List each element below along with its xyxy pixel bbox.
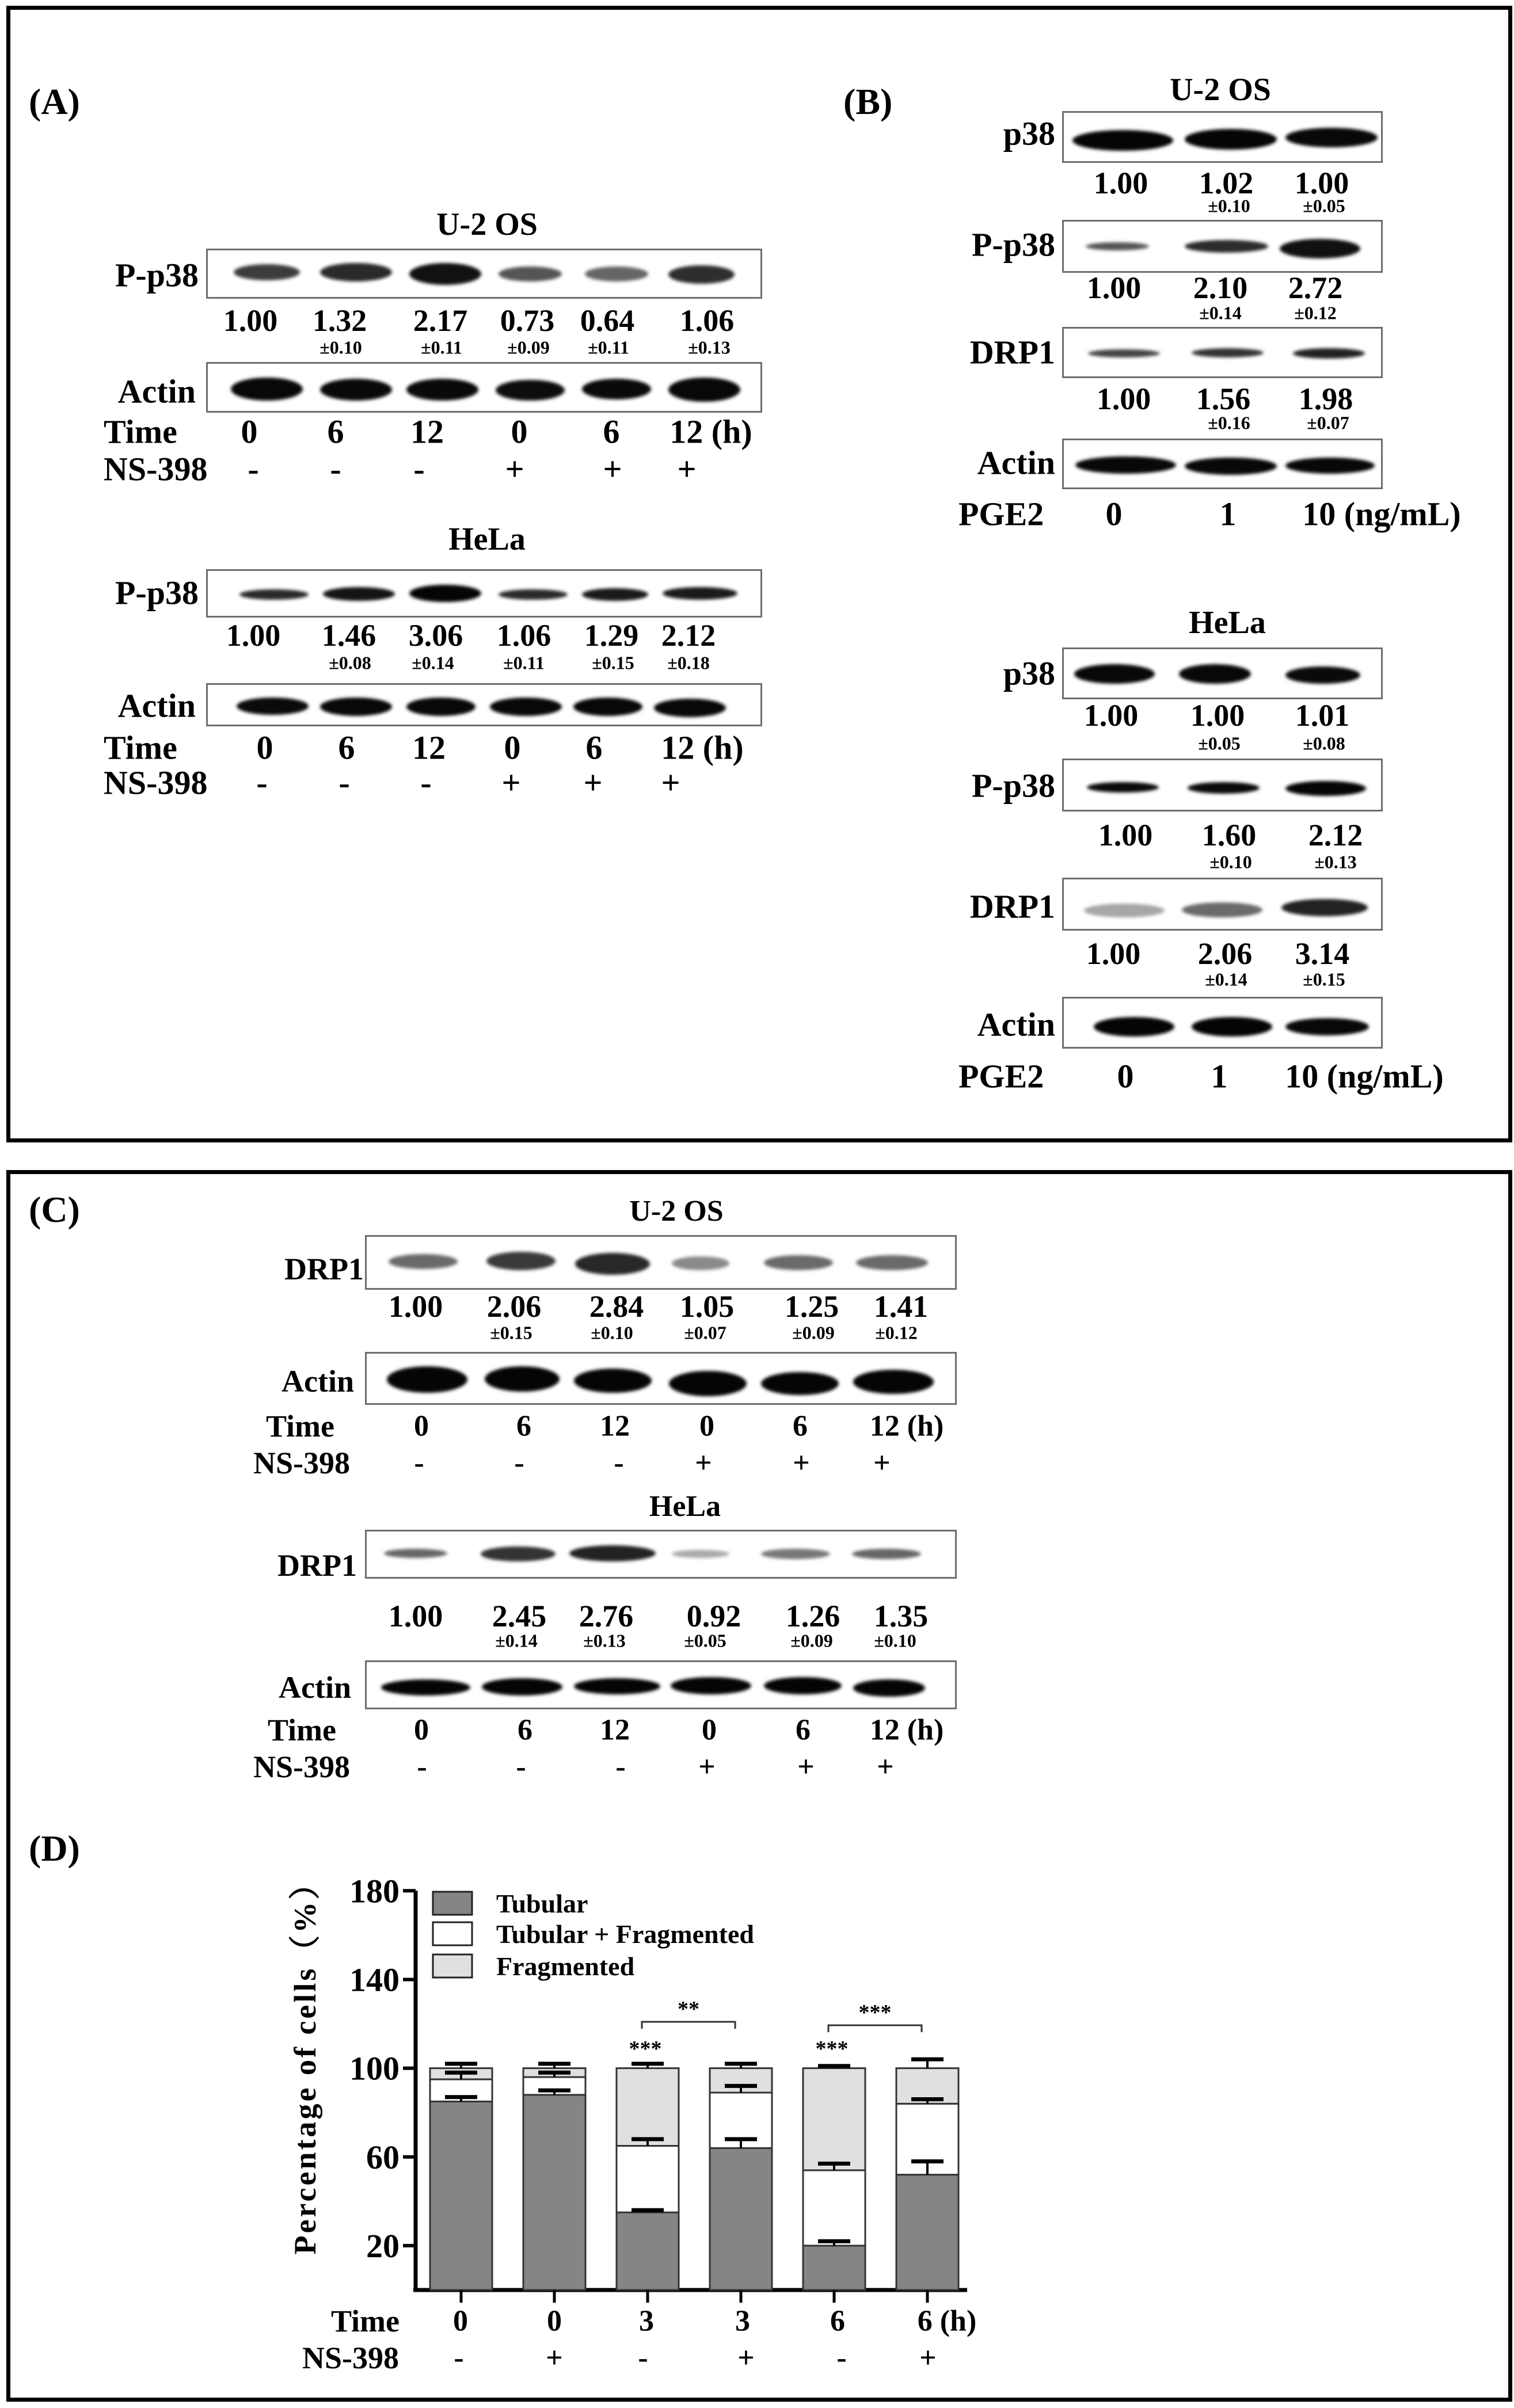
time-value: 0	[414, 1409, 429, 1443]
bar-segment	[710, 2148, 772, 2290]
sd-value: ±0.13	[583, 1630, 626, 1651]
value: 1.00	[388, 1599, 443, 1633]
panel-b-hela-drp1-label: DRP1	[969, 887, 1055, 925]
bar-segment	[803, 2068, 865, 2170]
ns398-value: +	[877, 1750, 894, 1784]
time-value: 3	[735, 2304, 750, 2338]
ns398-value: +	[793, 1446, 810, 1480]
value: 1.00	[1083, 698, 1139, 733]
pge2-row-label: PGE2	[958, 495, 1044, 533]
bar-segment	[523, 2095, 585, 2290]
time-value: 0	[241, 413, 258, 451]
time-value: 6	[793, 1409, 808, 1443]
dose-value: 10 (ng/mL)	[1302, 495, 1461, 533]
time-row-label: Time	[268, 1713, 336, 1747]
ns398-value: -	[420, 764, 432, 802]
sd-value: ±0.12	[875, 1322, 918, 1343]
dose-value: 10 (ng/mL)	[1285, 1057, 1444, 1095]
panel-b-u2os-drp1-label: DRP1	[969, 333, 1055, 371]
panel-a-u2os-target-label: P-p38	[115, 256, 199, 294]
value: 1.00	[1098, 818, 1153, 852]
panel-c-u2os-title: U-2 OS	[629, 1195, 724, 1228]
legend-label: Tubular + Fragmented	[496, 1919, 754, 1949]
dose-value: 0	[1105, 495, 1123, 533]
time-value: 0	[511, 413, 528, 451]
value: 1.98	[1298, 382, 1353, 416]
time-value: 0	[702, 1713, 717, 1747]
significance-marker: ***	[858, 2001, 892, 2025]
panel-a-label: (A)	[29, 81, 80, 122]
ns398-value: -	[413, 450, 425, 488]
ns398-value: -	[615, 1750, 626, 1784]
time-row-label: Time	[104, 729, 177, 767]
value: 2.06	[1197, 936, 1253, 971]
ns398-value: -	[614, 1446, 624, 1480]
sd-value: ±0.11	[503, 652, 545, 673]
dose-value: 0	[1117, 1057, 1134, 1095]
time-value: 6	[516, 1409, 531, 1443]
sd-value: ±0.05	[1303, 195, 1345, 216]
panel-b-u2os-title: U-2 OS	[1170, 72, 1271, 108]
ns398-value: +	[501, 764, 521, 802]
dose-value: 1	[1211, 1057, 1228, 1095]
ns398-value: +	[698, 1750, 716, 1784]
time-value: 0	[453, 2304, 468, 2338]
sd-value: ±0.13	[688, 337, 731, 358]
ns398-value: -	[248, 450, 259, 488]
sd-value: ±0.11	[588, 337, 629, 358]
dose-value: 1	[1219, 495, 1237, 533]
sd-value: ±0.16	[1208, 412, 1250, 433]
sd-value: ±0.05	[684, 1630, 726, 1651]
pge2-row-label: PGE2	[958, 1057, 1044, 1095]
ns398-value: +	[505, 450, 524, 488]
ns398-value: +	[661, 764, 680, 802]
time-value: 6	[830, 2304, 845, 2338]
time-value: 12	[600, 1713, 630, 1747]
legend-swatch	[433, 1922, 472, 1945]
value: 1.00	[1086, 936, 1141, 971]
panel-c-hela-title: HeLa	[649, 1490, 721, 1523]
ns398-value: -	[454, 2341, 464, 2375]
value: 1.41	[873, 1289, 929, 1324]
ns398-value: -	[514, 1446, 524, 1480]
value: 1.29	[584, 618, 639, 653]
bar-segment	[430, 2101, 492, 2290]
sd-value: ±0.07	[1307, 412, 1349, 433]
value: 1.05	[679, 1289, 735, 1324]
value: 3.06	[408, 618, 463, 653]
time-value: 6	[327, 413, 344, 451]
ns398-value: +	[695, 1446, 712, 1480]
panel-b-u2os-actin-label: Actin	[977, 444, 1055, 482]
legend-label: Tubular	[496, 1889, 588, 1918]
sd-value: ±0.14	[412, 652, 454, 673]
sd-value: ±0.15	[490, 1322, 532, 1343]
value: 1.00	[1093, 166, 1148, 200]
time-row-label: Time	[104, 413, 177, 451]
sd-value: ±0.05	[1198, 733, 1241, 754]
legend-swatch	[433, 1892, 472, 1915]
sd-value: ±0.07	[684, 1322, 726, 1343]
bar-segment	[617, 2068, 679, 2146]
ns398-value: -	[516, 1750, 526, 1784]
value: 1.06	[496, 618, 551, 653]
y-tick-label: 180	[349, 1872, 400, 1910]
ns398-row-label: NS-398	[253, 1446, 351, 1480]
legend-label: Fragmented	[496, 1952, 635, 1981]
sd-value: ±0.10	[1208, 195, 1250, 216]
value: 1.01	[1295, 698, 1350, 733]
value: 2.45	[492, 1599, 547, 1633]
ns398-value: +	[583, 764, 603, 802]
y-tick-label: 100	[349, 2049, 400, 2087]
sd-value: ±0.13	[1314, 851, 1357, 872]
ns398-value: -	[330, 450, 341, 488]
panel-b-hela-p38-label: p38	[1003, 654, 1055, 692]
value: 2.72	[1288, 270, 1343, 305]
sd-value: ±0.10	[1209, 851, 1252, 872]
value: 1.00	[388, 1289, 443, 1324]
value: 1.00	[1190, 698, 1245, 733]
y-tick-label: 20	[366, 2227, 400, 2265]
value: 0.73	[500, 303, 555, 338]
time-value: 6 (h)	[917, 2304, 977, 2338]
significance-marker: ***	[629, 2037, 662, 2061]
sd-value: ±0.10	[591, 1322, 633, 1343]
ns398-row-label: NS-398	[302, 2341, 400, 2375]
value: 2.06	[486, 1289, 542, 1324]
ns398-value: +	[797, 1750, 815, 1784]
panel-b-hela-pp38-label: P-p38	[972, 767, 1055, 805]
time-row-label: Time	[266, 1409, 334, 1443]
time-value: 12 (h)	[869, 1409, 944, 1443]
panel-c-hela-target-label: DRP1	[277, 1548, 357, 1583]
panel-b-label: (B)	[843, 81, 893, 122]
time-value: 12	[412, 729, 446, 767]
time-value: 12	[410, 413, 444, 451]
legend-swatch	[433, 1954, 472, 1978]
time-row-label: Time	[331, 2304, 400, 2338]
value: 2.12	[1308, 818, 1363, 852]
panel-c-u2os-target-label: DRP1	[284, 1252, 364, 1286]
ns398-value: +	[603, 450, 622, 488]
panel-b-hela-actin-label: Actin	[977, 1005, 1055, 1043]
time-value: 6	[338, 729, 355, 767]
bar-segment	[803, 2246, 865, 2290]
sd-value: ±0.08	[1303, 733, 1345, 754]
value: 1.00	[1096, 382, 1151, 416]
time-value: 12 (h)	[869, 1713, 944, 1747]
y-axis-label: Percentage of cells（%）	[288, 1866, 322, 2255]
time-value: 6	[796, 1713, 811, 1747]
panel-b-u2os-pp38-label: P-p38	[972, 226, 1055, 264]
value: 2.76	[579, 1599, 634, 1633]
value: 1.02	[1199, 166, 1254, 200]
ns398-value: -	[638, 2341, 648, 2375]
panel-a-hela-target-label: P-p38	[115, 574, 199, 612]
time-value: 0	[256, 729, 273, 767]
value: 1.06	[679, 303, 735, 338]
time-value: 3	[639, 2304, 654, 2338]
ns398-value: -	[256, 764, 268, 802]
ns398-value: -	[338, 764, 350, 802]
sd-value: ±0.08	[329, 652, 371, 673]
value: 1.00	[223, 303, 278, 338]
panel-a-u2os-loading-label: Actin	[117, 372, 196, 410]
value: 1.00	[1294, 166, 1349, 200]
y-tick-label: 140	[349, 1961, 400, 1999]
sd-value: ±0.18	[667, 652, 710, 673]
value: 2.10	[1193, 270, 1248, 305]
time-value: 12	[600, 1409, 630, 1443]
sd-value: ±0.09	[507, 337, 550, 358]
ns398-value: +	[546, 2341, 563, 2375]
value: 1.26	[785, 1599, 840, 1633]
significance-bracket	[642, 2022, 735, 2029]
time-value: 6	[518, 1713, 532, 1747]
ns398-value: +	[919, 2341, 937, 2375]
time-value: 0	[547, 2304, 562, 2338]
panel-b-hela-title: HeLa	[1189, 605, 1266, 641]
time-value: 0	[414, 1713, 429, 1747]
value: 0.64	[580, 303, 635, 338]
panel-a-u2os-title: U-2 OS	[436, 207, 538, 242]
time-value: 6	[585, 729, 603, 767]
panel-c-label: (C)	[29, 1189, 80, 1230]
sd-value: ±0.10	[874, 1630, 916, 1651]
sd-value: ±0.14	[495, 1630, 538, 1651]
value: 1.00	[1086, 270, 1142, 305]
sd-value: ±0.12	[1294, 302, 1337, 323]
ns398-value: +	[737, 2341, 755, 2375]
panel-c-u2os-loading-label: Actin	[282, 1364, 354, 1399]
panel-a-hela-loading-label: Actin	[117, 687, 196, 725]
ns398-row-label: NS-398	[253, 1750, 351, 1784]
bar-segment	[617, 2212, 679, 2290]
value: 2.84	[589, 1289, 644, 1324]
sd-value: ±0.11	[421, 337, 462, 358]
time-value: 0	[699, 1409, 714, 1443]
time-value: 12 (h)	[661, 729, 744, 767]
ns398-row-label: NS-398	[104, 764, 208, 802]
panel-a-hela-title: HeLa	[448, 521, 526, 557]
ns398-value: +	[873, 1446, 891, 1480]
value: 1.00	[226, 618, 281, 653]
sd-value: ±0.15	[1303, 969, 1345, 990]
value: 1.35	[873, 1599, 929, 1633]
significance-marker: **	[678, 1997, 699, 2021]
sd-value: ±0.09	[790, 1630, 833, 1651]
sd-value: ±0.15	[592, 652, 634, 673]
ns398-value: -	[417, 1750, 427, 1784]
time-value: 12 (h)	[669, 413, 752, 451]
ns398-value: -	[414, 1446, 424, 1480]
sd-value: ±0.14	[1199, 302, 1242, 323]
significance-marker: ***	[815, 2037, 849, 2061]
time-value: 0	[504, 729, 521, 767]
significance-bracket	[828, 2025, 922, 2032]
value: 2.12	[661, 618, 716, 653]
value: 0.92	[686, 1599, 741, 1633]
value: 1.25	[784, 1289, 839, 1324]
value: 1.46	[321, 618, 376, 653]
value: 1.56	[1196, 382, 1251, 416]
bar-segment	[617, 2146, 679, 2212]
value: 1.60	[1201, 818, 1257, 852]
time-value: 6	[603, 413, 620, 451]
ns398-value: +	[677, 450, 697, 488]
sd-value: ±0.14	[1205, 969, 1247, 990]
value: 3.14	[1295, 936, 1350, 971]
y-tick-label: 60	[366, 2138, 400, 2176]
panel-b-u2os-p38-label: p38	[1003, 115, 1055, 153]
panel-c-hela-loading-label: Actin	[279, 1670, 351, 1705]
sd-value: ±0.09	[792, 1322, 835, 1343]
value: 1.32	[312, 303, 367, 338]
ns398-value: -	[836, 2341, 847, 2375]
sd-value: ±0.10	[319, 337, 362, 358]
panel-d-label: (D)	[29, 1828, 80, 1869]
bar-segment	[896, 2175, 958, 2290]
ns398-row-label: NS-398	[104, 450, 208, 488]
bar-segment	[803, 2170, 865, 2246]
value: 2.17	[413, 303, 468, 338]
